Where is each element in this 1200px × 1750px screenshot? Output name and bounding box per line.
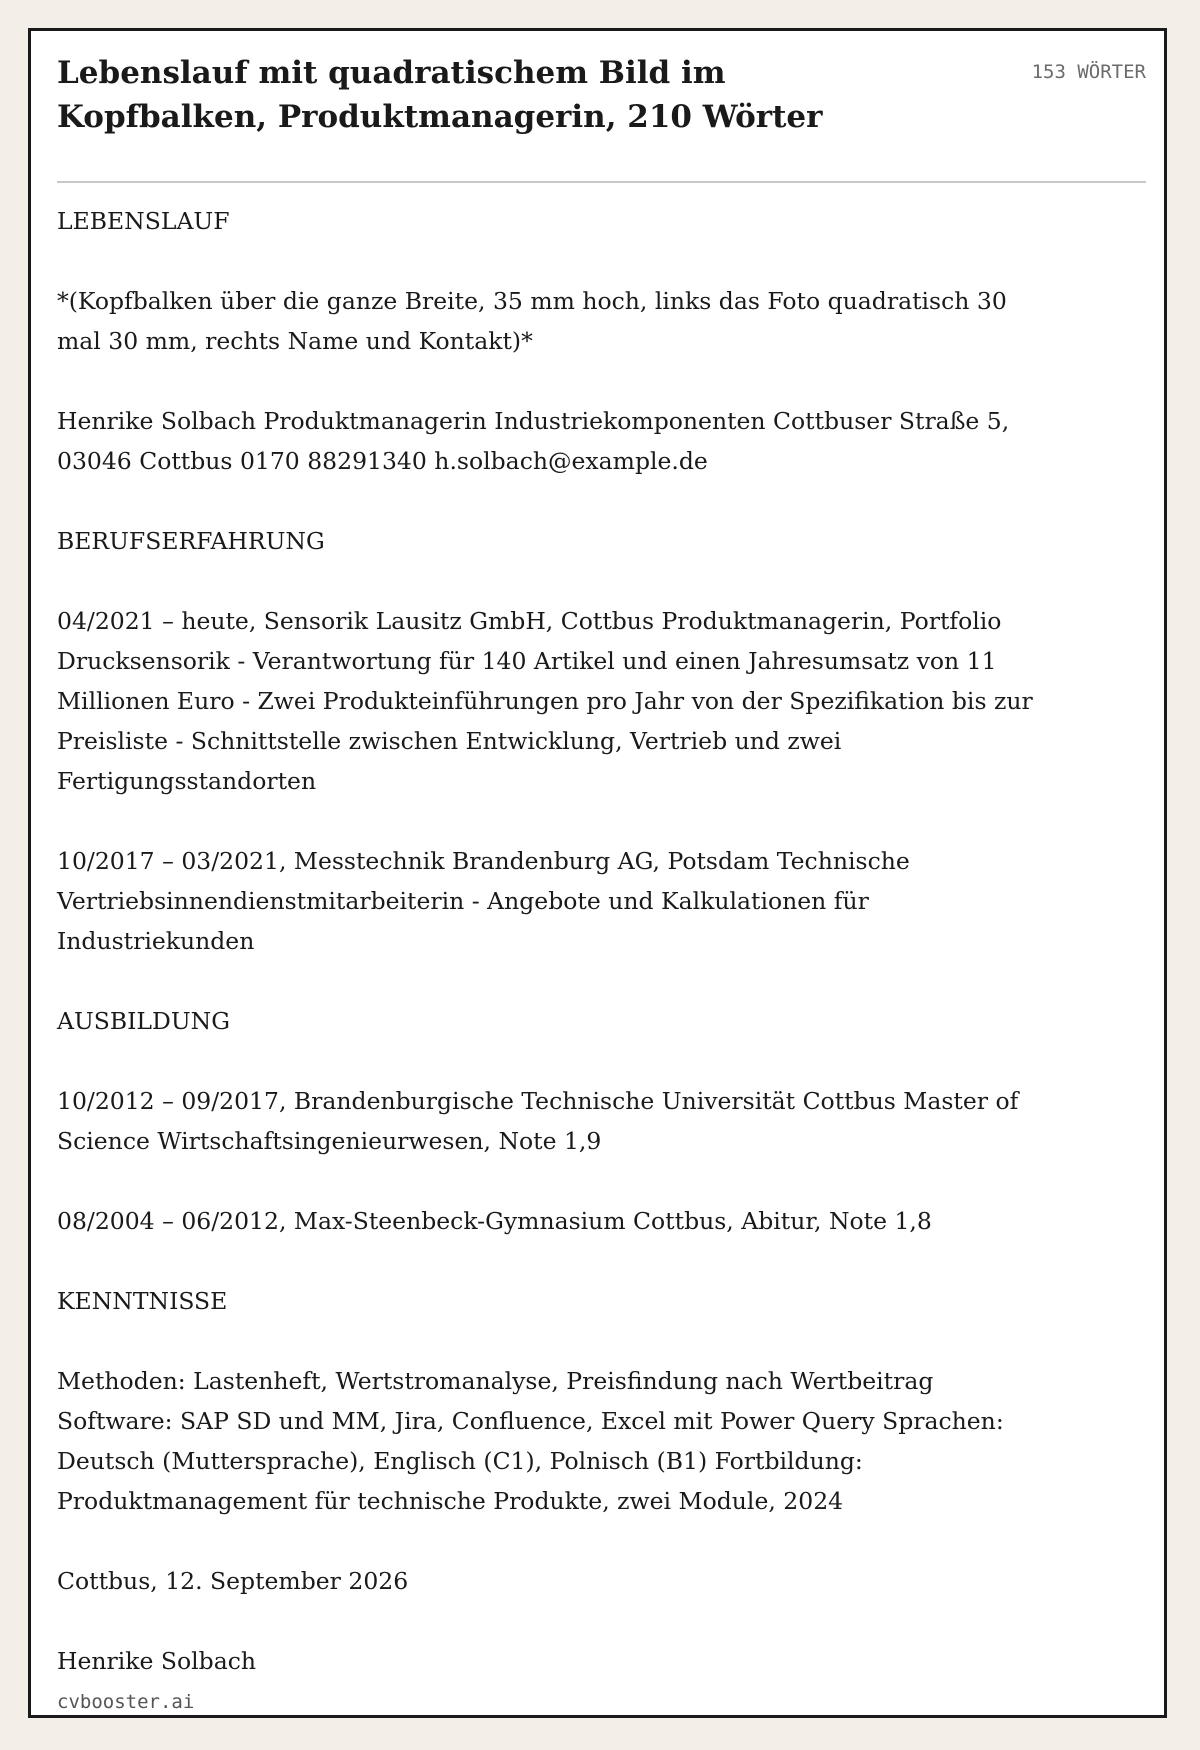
skills-block: Methoden: Lastenheft, Wertstromanalyse, Preisfindung nach Wertbeitrag Software: SAP SD und MM, Jira, Confluence, Excel mit Power Query Sprachen: Deutsch (Muttersprache), Englisch (C1), Polnisch (B1) Fortbildung: Produktmanagement für technische Produkte, zwei Module, 2024	[57, 1367, 1012, 1515]
section-heading-berufserfahrung: BERUFSERFAHRUNG	[57, 527, 325, 555]
section-heading-ausbildung: AUSBILDUNG	[57, 1007, 231, 1035]
experience-entry: 04/2021 – heute, Sensorik Lausitz GmbH, Cottbus Produktmanagerin, Portfolio Drucksensorik - Verantwortung für 140 Artikel und einen Jahresumsatz von 11 Millionen Euro - Zwei Produkteinführungen pro Jahr von der Spezifikation bis zur Preisliste - Schnittstelle zwischen Entwicklung, Vertrieb und zwei Fertigungsstandorten	[57, 607, 1041, 795]
footer-brand: cvbooster.ai	[57, 1691, 195, 1713]
signature-name: Henrike Solbach	[57, 1647, 257, 1675]
word-count-badge: 153 WÖRTER	[1031, 61, 1146, 83]
document-body	[57, 201, 1041, 1721]
education-entry: 10/2012 – 09/2017, Brandenburgische Technische Universität Cottbus Master of Science Wirtschaftsingenieurwesen, Note 1,9	[57, 1087, 1026, 1155]
section-heading-kenntnisse: KENNTNISSE	[57, 1287, 228, 1315]
contact-block: Henrike Solbach Produktmanagerin Industriekomponenten Cottbuser Straße 5, 03046 Cottbus 0170 88291340 h.solbach@example.de	[57, 407, 1017, 475]
document-title: Lebenslauf mit quadratischem Bild im Kopfbalken, Produktmanagerin, 210 Wörter	[57, 55, 823, 135]
education-entry: 08/2004 – 06/2012, Max-Steenbeck-Gymnasium Cottbus, Abitur, Note 1,8	[57, 1207, 932, 1235]
layout-note: *(Kopfbalken über die ganze Breite, 35 mm hoch, links das Foto quadratisch 30 mal 30 mm, rechts Name und Kontakt)*	[57, 287, 1015, 355]
document-header	[57, 49, 1146, 183]
document-card	[28, 28, 1167, 1718]
place-date-line: Cottbus, 12. September 2026	[57, 1567, 409, 1595]
section-heading-lebenslauf: LEBENSLAUF	[57, 207, 230, 235]
experience-entry: 10/2017 – 03/2021, Messtechnik Brandenburg AG, Potsdam Technische Vertriebsinnendienstmitarbeiterin - Angebote und Kalkulationen für Industriekunden	[57, 847, 918, 955]
